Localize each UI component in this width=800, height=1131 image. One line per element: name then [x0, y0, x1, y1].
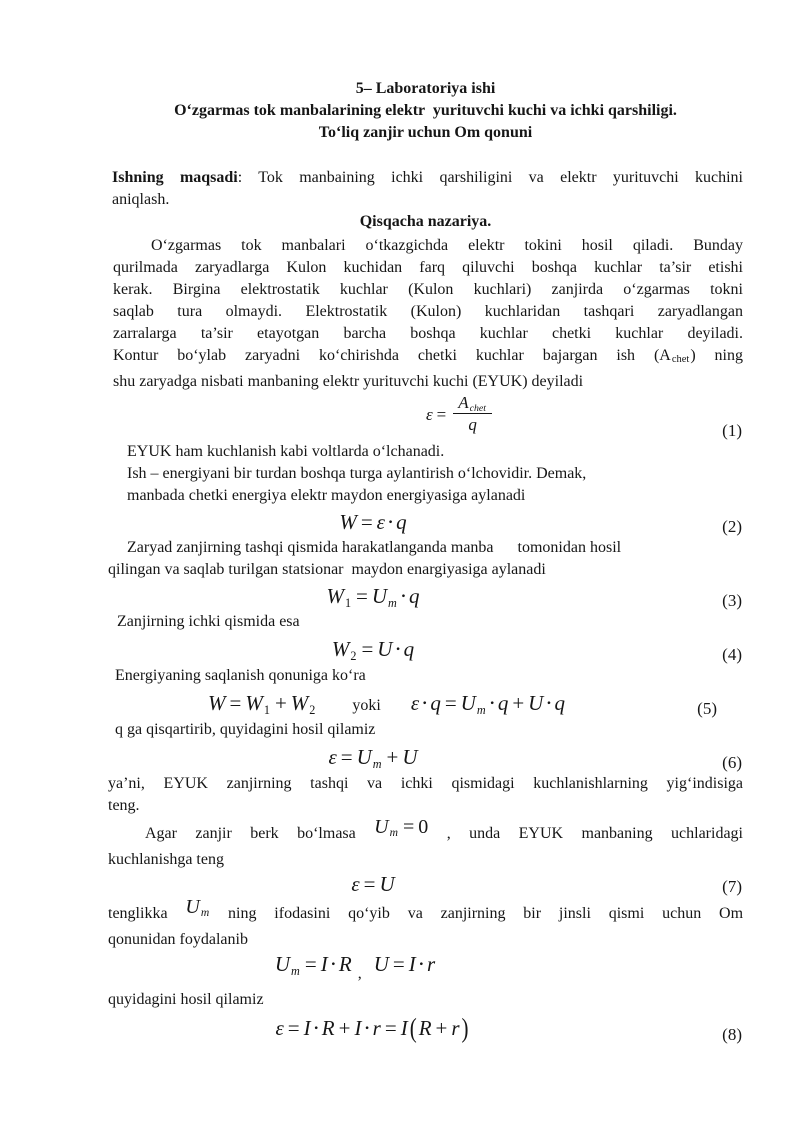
- ohm-left: $U_m = I\cdot R$: [274, 952, 352, 978]
- zaryad-line-1: Zaryad zanjirning tashqi qismida harakatlanganda manba tomonidan hosil: [127, 539, 622, 556]
- tenglikka-text: ning ifodasini qo‘yib va zanjirning bir jinsli qismi uchun Om: [228, 905, 744, 922]
- eyuk-paragraph: [108, 441, 743, 507]
- ohm-equations: [108, 953, 743, 989]
- ohm-right: U = I⋅r: [373, 952, 436, 976]
- equation-5-number: (5): [697, 699, 717, 718]
- fraction-numerator: $A_{chet}$: [453, 393, 492, 414]
- purpose-label: Ishning maqsadi: [112, 169, 238, 186]
- agar-line-2: kuchlanishga teng: [108, 851, 224, 868]
- equation-6: [108, 741, 743, 773]
- yani-paragraph: [108, 773, 743, 817]
- equation-6-body: $\varepsilon = U_m + U$: [328, 745, 418, 771]
- equation-8: [108, 1011, 743, 1045]
- yani-line-2: teng.: [108, 797, 140, 814]
- equation-1-body: [108, 395, 800, 436]
- equation-3-number: (3): [722, 591, 742, 610]
- theory-line: shu zaryadga nisbati manbaning elektr yurituvchi kuchi (EYUK) deyiladi: [113, 373, 584, 390]
- theory-text: ) ning: [690, 347, 743, 364]
- doc-title-line-3: To‘liq zanjir uchun Om qonuni: [318, 124, 533, 141]
- equation-2: [108, 507, 743, 537]
- energy-line: Energiyaning saqlanish qonuniga ko‘ra: [115, 667, 366, 684]
- theory-line: kerak. Birgina elektrostatik kuchlar (Kulon kuchlari) zanjirda o‘zgarmas tokni: [113, 281, 743, 298]
- qga-line: q ga qisqartirib, quyidagini hosil qilamiz: [115, 721, 376, 738]
- epsilon-equals: ε =: [425, 405, 447, 425]
- zaryad-line-2: qilingan va saqlab turilgan statsionar maydon enargiyasiga aylanadi: [108, 561, 546, 578]
- zaryad-paragraph: [108, 537, 743, 581]
- yoki-label: yoki: [352, 697, 381, 714]
- purpose-line-1: [112, 167, 743, 189]
- equation-6-number: (6): [722, 753, 742, 772]
- equation-5-left: $W = W_1 + W_2$: [208, 691, 316, 717]
- equation-4-body: $W_2 = U\cdot q$: [331, 637, 415, 663]
- theory-text: Kontur bo‘ylab zaryadni ko‘chirishda chetki kuchlar bajargan ish (A: [113, 347, 671, 364]
- um-inline-math: $U_m$: [185, 896, 210, 920]
- equation-8-body: ε = I⋅R + I⋅r = I(R + r): [275, 1012, 469, 1044]
- equation-7-number: (7): [722, 877, 742, 896]
- title-block: [108, 78, 743, 144]
- equation-7: [108, 871, 743, 897]
- eyuk-line: Ish – energiyani bir turdan boshqa turga aylantirish o‘lchovidir. Demak,: [127, 465, 587, 482]
- agar-line-1: [108, 817, 743, 849]
- equation-1: [108, 393, 743, 441]
- eyuk-line: EYUK ham kuchlanish kabi voltlarda o‘lchanadi.: [127, 443, 445, 460]
- equation-5-right: $\varepsilon\cdot q = U_m \cdot q + U\cdot q$: [410, 691, 566, 717]
- equation-3-body: $W_1 = U_m \cdot q$: [326, 584, 420, 610]
- equation-4-number: (4): [722, 645, 742, 664]
- agar-paragraph: [108, 817, 743, 871]
- equation-1-number: (1): [722, 421, 742, 440]
- quyidagini-line: quyidagini hosil qilamiz: [108, 991, 264, 1008]
- tenglikka-line-1: [108, 897, 743, 929]
- theory-paragraph-1: [108, 235, 743, 393]
- agar-text: Agar zanjir berk bo‘lmasa: [145, 825, 356, 842]
- purpose-paragraph: [108, 167, 743, 211]
- comma-separator: ,: [357, 965, 362, 982]
- tenglikka-text: tenglikka: [108, 905, 168, 922]
- agar-text: , unda EYUK manbaning uchlaridagi: [446, 825, 743, 842]
- ohm-equations-body: [108, 953, 602, 985]
- a-chet-subscript: chet: [671, 354, 690, 365]
- ichki-line: Zanjirning ichki qismida esa: [117, 613, 300, 630]
- doc-title-line-2: O‘zgarmas tok manbalarining elektr yurituvchi kuchi va ichki qarshiligi.: [174, 102, 677, 119]
- theory-line: qurilmada zaryadlarga Kulon kuchidan farq qiluvchi boshqa kuchlar ta’sir etishi: [113, 259, 743, 276]
- fraction-denominator: q: [468, 415, 477, 434]
- purpose-line-2: aniqlash.: [112, 191, 170, 208]
- tenglikka-paragraph: [108, 897, 743, 951]
- theory-line: O‘zgarmas tok manbalari o‘tkazgichda elektr tokini hosil qiladi. Bunday: [151, 237, 743, 254]
- theory-line: saqlab tura olmaydi. Elektrostatik (Kulon) kuchlaridan tashqari zaryadlangan: [113, 303, 743, 320]
- equation-2-body: W = ε⋅q: [339, 510, 407, 534]
- yani-line-1: ya’ni, EYUK zanjirning tashqi va ichki qismidagi kuchlanishlarning yig‘indisiga: [108, 775, 743, 792]
- theory-line-with-subscript: [113, 345, 743, 371]
- tenglikka-line-2: qonunidan foydalanib: [108, 931, 248, 948]
- doc-title-line-1: 5– Laboratoriya ishi: [355, 80, 496, 97]
- section-heading: Qisqacha nazariya.: [359, 213, 492, 230]
- purpose-text: : Tok manbaining ichki qarshiligini va elektr yurituvchi kuchini: [237, 169, 743, 186]
- equation-5-body: [108, 687, 743, 719]
- equation-3: [108, 581, 743, 611]
- fraction: [453, 393, 492, 434]
- equation-8-number: (8): [722, 1025, 742, 1044]
- equation-2-number: (2): [722, 517, 742, 536]
- equation-7-body: ε = U: [351, 872, 395, 896]
- eyuk-line: manbada chetki energiya elektr maydon energiyasiga aylanadi: [127, 487, 526, 504]
- um-zero-inline-math: $U_m = 0$: [374, 816, 429, 840]
- theory-line: zarralarga ta’sir etayotgan barcha boshqa kuchlar chetki kuchlar deyiladi.: [113, 325, 743, 342]
- equation-5: [108, 687, 743, 719]
- equation-4: [108, 633, 743, 665]
